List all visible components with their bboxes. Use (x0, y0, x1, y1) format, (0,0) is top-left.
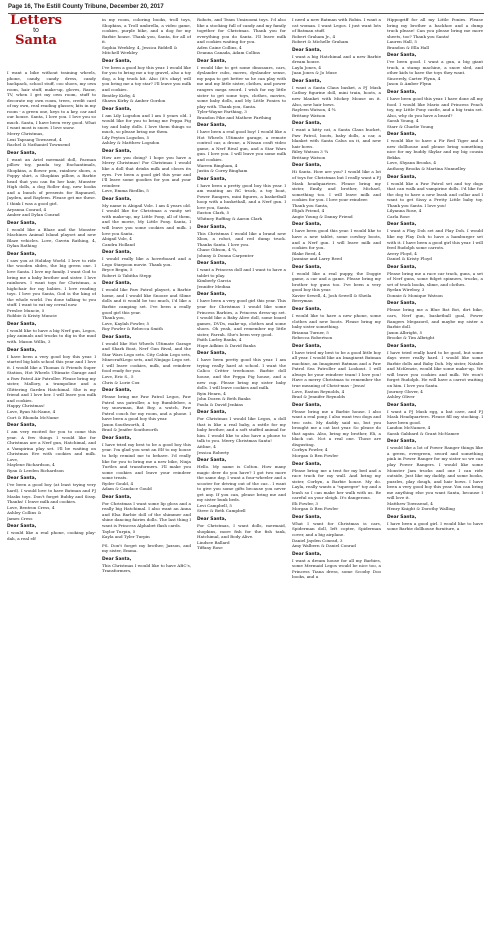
letter-signature: Thank you Santa, Elijah Friend, 4 Angie Young & Danny Friend (292, 202, 353, 219)
letter (387, 175, 483, 220)
letter (387, 222, 483, 261)
letter (7, 151, 96, 218)
letter-greeting: Dear Santa, (197, 224, 227, 230)
letter (102, 107, 191, 146)
letter-greeting: Dear Santa, (292, 264, 322, 270)
letter (102, 250, 191, 278)
letter-signature: Merry Christmas, Lexi Tapsang Townsend, 4 Rachel & Nathaniel Townsend (7, 131, 71, 148)
letter (7, 252, 96, 319)
letter-body: I would like a lot of Power Ranger things like a green, evergreen, sword and something pink in Power Ranger for my sister so we can play Power Rangers. I would like some Monster Jam trucks and one I can ride outside, Just like my daddy, and some books, puzzles, play dough, and hair bows. I have been a very good boy this year. You can bring me anything else you want Santa, because I will love it. (387, 445, 483, 501)
letter-body: I want a kitty cat, a Santa Claus bucket, Paw Patrol, boots, baby dolls, a car, a blanket with Santa Calus on it, and new hair bows. (292, 127, 381, 149)
letter-body: I have tried my best to be a good little boy all year. I would like an Imaginext Batman machine, an Imaginext Batman and a Paw Patrol Sea Patroller and Lookout. I will always be your reindeer team! I love you! Have a merry Christmas to remember the true meaning of Christ-mas - Jesus! (292, 349, 381, 388)
letter-signature: Happy Christmas! Love, Ryan McName, 4 Curt & Rhonda McName (7, 403, 59, 420)
letter-body: I would like a real puppy, the Doggie game, a car and a game. Please bring my brother toy guns too. I've been a very good boy this year. (292, 270, 381, 293)
letter-body: I want a PJ Mask egg, a bat cave, and PJ Mask Headquarters. Please fill my stocking. I have been good. (387, 408, 483, 425)
letter-greeting: Dear Santa, (7, 476, 37, 482)
letter-body: How are you doing? I hope you have a Merry Christmas! For Christmas I would like a doll that drinks milk and closes its eyes. I've been a good girl this year and I'll leave some goodies for you and your reindeer. (102, 154, 191, 188)
letter-signature: Brianna Turner, 5 Rebecca Robertson (292, 329, 333, 341)
letter (197, 458, 286, 514)
letter-signature: Ryin Hearn, 4 John Dozen & Beth Banks Paula & David Jenkins (197, 390, 251, 407)
letter-greeting: Dear Santa, (292, 47, 322, 53)
letter-body: I have tried my best to be a good boy this year. I'm glad you sent an Elf to my house to help remind me to behave. I'd really like for you to bring me a new bike, Ninja Turtles and transformers. I'll make you some cookies and leave your reindeer some treats. (102, 441, 191, 481)
letter-greeting: Dear Santa, (102, 388, 132, 394)
letter (387, 403, 483, 437)
letter-signature: Aitline, 4 Jessica Roberty (197, 444, 230, 455)
banner-word-to: to (33, 27, 39, 34)
header-rule (8, 13, 484, 14)
letter-greeting: Dear Santa, (292, 163, 322, 169)
letter-signature: Corbyn Fowler, 4 Morgan & Ben Fowler (292, 447, 339, 458)
letter-greeting: Dear Santa, (387, 174, 417, 180)
letter-signature: Ryder Gould, 4 Adam & Candace Gould (102, 480, 152, 492)
letter-greeting: Dear Santa, (197, 517, 227, 523)
banner-word-letters: Letters (10, 13, 62, 28)
letter (197, 410, 286, 455)
letter-greeting: Dear Santa, (102, 58, 132, 64)
letter-greeting: Dear Santa, (7, 524, 37, 530)
letter (387, 515, 483, 532)
letter-body: I have been a pretty good boy this year. I am wanting an RC truck, a toy boat, Power Rangers, mini figures, a basketball hoop with a basketball, and a Nerf gun. I love you, Santa. (197, 182, 286, 210)
letter (7, 476, 96, 521)
letter (387, 17, 483, 50)
letter-greeting: Dear Santa, (102, 250, 132, 256)
letter (292, 462, 381, 512)
letter-greeting: Dear Santa, (7, 150, 37, 156)
letter-signature: Xavier Sewell, 4, Josh Sewell & Sheila Berryman (292, 292, 372, 304)
letter (387, 439, 483, 512)
letter-signature: Blake Reed, 4 Jasmine and Larry Reed (292, 250, 342, 262)
letter-signature: Sincerely, Carter Flynn, 4 Jason & Amber Flynn (387, 75, 441, 87)
letter-greeting: Dear Santa, (387, 439, 417, 445)
letter-body: I would like Hot Wheels Ultimate Garage and Shark Boat, Nerf Gun Rival, and the Star Wars Lego sets. City Cabin Lego sets, MinecraftLego sets, and Ninjago Lego set. I will leave cookies, milk, and reindeer food ready for you. (102, 340, 191, 374)
letter-signature: Layla Jones, 4 Juan Jones & Jo Muse (292, 64, 337, 76)
letter-body: Hello. My name is Colton. How many magic deer do you have? I got two more the same day, I want a four-wheeler and a scooter for driving out of the car... I want to give you some gifts because you never get any. If you can, please bring me and my sister bunk beds. (197, 464, 286, 503)
letter (7, 524, 96, 541)
letter-greeting: Dear Santa, (102, 106, 132, 112)
letter-body: For Christmas I would like Legos, a doll that is like a real baby, a rattle for my baby brother, and a soft stuffed animal for him. I would like to also have a phone to talk to you. Merry Christmas Santa! (197, 416, 286, 444)
letter-body: My name is Abigail Vole. I am 4 years old. I would like for Christmas a vanity set with make-up, my Little Pony, all of them, and the movie, My Little Pony. Santa, I will leave you some cookies and milk. I love you Santa. (102, 202, 191, 236)
letter-greeting: Dear Santa, (387, 222, 417, 228)
letter-signature: Jaxon Southworth, 4 Brad & Jenifer Southworth (102, 421, 158, 433)
letter-signature: Maylene Richardson, 4 Ryan & Leeden Richardson (7, 462, 64, 473)
letter (292, 48, 381, 76)
letter-greeting: Dear Santa, (102, 196, 132, 202)
letter (292, 79, 381, 118)
letter (387, 53, 483, 87)
letter-body: Please bring me a Barbie house. I also want a real pony, I also want two dogs and two cats. My daddy said no, but you brought me a cat last year. So please do that again. Also, bring my brother, Eli, a black cat. Not a real one. Those are disgusting. (292, 408, 381, 447)
letter-body: This Christmas I would like to have ABC's, Transformers, (102, 562, 191, 574)
letter-greeting: Dear Santa, (197, 58, 227, 64)
letter-greeting: Dear Santa, (7, 321, 37, 327)
letter-signature: Abigail Vole, 4 Candra Holland (102, 236, 135, 247)
letter-body: in my room, coloring books, troll toys, Shopkins, a Troll umbrella, a video game, cookies, purple bike, and a dog for my Barbie house. Thank you, Santa, for all of it. (102, 17, 191, 45)
letter-body: For Christmas, I want dolls, mermaid, shopkins, more fish for the fish tank, Hatchimal, and Body Alive. (197, 523, 286, 540)
letter-signature: Chase Gibson, 4 ¾, Johnny & Donna Carpenter (197, 247, 254, 258)
letter-body: I want a Princess doll and I want to have a tablet to play. (197, 267, 286, 278)
letter-signature: Avery Floyd, 4 Daniel & Kristy Floyd (387, 250, 432, 262)
letter-signature: Love, Shyann Brooks, 4 Anthony Brooks & Martina Nunnelley (387, 160, 466, 172)
letter-body: Hi Santa. How are you? I would like a lot of toys for Christmas but I really want a PJ Mask headquarters. Please bring my sister, Emily, and brother, Michael, something too. I will leave milk and cookies for you. I love your reindeer. (292, 169, 381, 203)
letter-signature: Sarah Young, 4 Starr & Charlie Young (387, 118, 434, 129)
letter (387, 132, 483, 171)
letter (7, 322, 96, 345)
letter-signature: Eli Fowler, 3 Morgan & Ben Fowler (292, 500, 339, 512)
letter-signature: Daniel Jayden Conrad, 3 Amy Walbern & Daniel Conrad (292, 537, 356, 549)
column-1 (7, 70, 96, 930)
letter-greeting: Dear Santa, (387, 343, 417, 349)
letter-body: For Christmas I want some lip gloss and a really big Hatchimal. I also want an Anna and Elsa Barbie doll of the shimmer and shine dancing fairies dolls. The last thing I want is Princess Alphabet flash cards. (102, 500, 191, 529)
letter-greeting: Dear Santa, (102, 494, 132, 500)
letter-greeting: Dear Santa, (387, 264, 417, 270)
letter (292, 121, 381, 160)
letter (102, 557, 191, 574)
letter (197, 59, 286, 120)
letter-greeting: Dear Santa, (292, 402, 322, 408)
letter-signature: Landon McNamee, 4 Sarah Gabbard & Grant McNamee (387, 425, 460, 436)
column-4 (292, 17, 381, 930)
letter (387, 301, 483, 340)
letter-body: I would like Paw Patrol playset, a Barbie home, and I would like Snooze and Slime dolls and it would be too much, I'd like a Barbie camping set. I've been a really good girl this year. (102, 287, 191, 315)
letter-body: I have been a very good boy this year. I started big kids school this year and I love it. I would like a Thomas & Friends Super Station, Hot Wheels Ultimate Garage and a Paw Patrol Air Patroller. Please bring my sister, Mallory, a trampoline and a Glittering Garden Hatchimal. She is my friend and I love her. I will leave you milk and cookies. (7, 353, 96, 403)
letter (387, 265, 483, 299)
letter (292, 344, 381, 400)
letter (387, 90, 483, 129)
letter (292, 222, 381, 261)
letter-body: Hippogriff for all my Little Ponies. Please bring my brother a backhoe and a dump truck please! Can you please bring me more sheets, too? Thank you Santa! (387, 17, 483, 39)
letter-greeting: Dear Santa, (197, 410, 227, 416)
letter-body: I would like to have a Fir Red Tiger and a new dollhouse and please bring something nice for my buddy Skylar and my big cousin Bekka. (387, 138, 483, 160)
letter (102, 436, 191, 492)
letter-signature: Warren Bingham, 4 Justin & Corey Bingham (197, 162, 248, 174)
letter-greeting: Dear Santa, (102, 435, 132, 441)
letter-body: I saw you at Holiday World. I love to ride the wooden slides, the big green one. I love Santa. I love my family. I want God to bring me a baby brother and sister. I love rainbows. I want toys for Christmas, a highchair for my babies. I love reading toys. I love you Santa, God is the king of the whole world. I'm done talking to you stuff. I want to eat my cereal now. (7, 257, 96, 308)
letter (292, 17, 381, 45)
letter (7, 70, 96, 148)
letter (387, 344, 483, 400)
column-3 (197, 17, 286, 930)
letter (197, 225, 286, 259)
letter-body: I would like to get some dinosaurs, cars, dyslander cubs, moves, dyslander sense, my papa to get better so he can play with me and my little sister, clothes, and power rangers mega sword. I wish for my little sister to get some toys, clothes, movies, some baby dolls, and My Little Ponies to play with. Thank you, Santa. (197, 64, 286, 109)
letter-greeting: Dear Santa, (197, 458, 227, 464)
letter-body: This Christmas I would like a brand new Xbox, a robot, and red dump truck. Thanks Santa. I love you. (197, 230, 286, 247)
letter-signature: Preslee Muncie, 5 Robbie & Kristy Muncie (7, 307, 57, 319)
letter-body: I have tried really hard to be good, but some days were really hard. I would like some Barbie dolls and Baby Doh. My sister, Natalie and McKenzie, would like some make-up. We will leave you cookies and milk. We won't forget Rudolph. He will have a carrot waiting on him. I love you Santa. (387, 349, 483, 388)
letter-body: I am Lily Logsdon and I am 5 years old. I would like for you to bring me Peppa Pig toy and baby dolls. I love them things so much, so please bring me them. (102, 112, 191, 135)
letter-body: What I want for Christmas is cars, Spiderman doll, left copter, Spiderman cover, and a big airplane. (292, 520, 381, 538)
letter-signature: Aryanna Conrad, 4 Amber and Dylan Conrad (7, 206, 60, 218)
letter-body: I would really like a hoverboard and a Lego Starpoon movie. Thank you. (102, 256, 191, 267)
letter-signature: Journey Glover, 4 Ashley Oliver (387, 388, 423, 400)
letter-greeting: Dear Santa, (387, 514, 417, 520)
letter-signature: Tyler-Wayne Farthing, 3 Brandon Pike and Mathew Farthing (197, 109, 272, 120)
letter-greeting: Dear Santa, (7, 423, 37, 429)
letter-signature: Lily Peyton Logsdon, 5 Ashley & Matthew Logsdon (102, 134, 160, 146)
column-5 (387, 17, 483, 930)
letter-greeting: Dear Santa, (292, 343, 322, 349)
letter (102, 495, 191, 540)
letter-signature: Faith Lurley Banks, 4 Hope Adkins & David Banks (197, 337, 256, 348)
letter-signature: Aden Caine Collins, 4 Deanna Canada, Adam Collins (197, 44, 260, 56)
letter (197, 177, 286, 222)
letter-greeting: Dear Santa, (197, 176, 227, 182)
letter-body: I have been a good girl. I would like to have some Barbie dollhouse furniture, a (387, 520, 483, 532)
letter-greeting: Dear Santa, (292, 461, 322, 467)
letter-body: I have been good this year. I have done all my food. I would like Mario and Princess Peach toy, my Little Pony castle, and a big train set. Also, why do you have a beard? (387, 96, 483, 118)
letter-signature: Kimberly Garcia Jennifer Medina (197, 278, 231, 289)
letter-greeting: Dear Santa, (387, 53, 417, 59)
banner-word-santa: Santa (15, 33, 57, 48)
letter-body: Please bring me Paw Patrol Legos, Paw Patrol sea patroller, a toy Bumblebee, a toy snowman, Bat Boy, a watch, Paw Patrol couch for my room, and a phone. I have been a good boy this year. (102, 394, 191, 422)
letter-body: I've been good. I want a gun, a big giant truck, a stamp machine, a snow sled, and other kids to have the toys they want. (387, 59, 483, 76)
letter-greeting: Dear Santa, (102, 148, 132, 154)
letter-greeting: Dear Santa, (102, 556, 132, 562)
letter-body: I want an Ariel mermaid doll, Pacman pillow toy, panda toy, Enchantimals, Shopkins, a flower pen, rainbow shoes, a Poppy shirt, a Shopkins pillow, a Barbie head that you can fix her hair, Munster High dolls, a dog Roller dog, new books and a bunch of presents for Rapunzel, Jayden, and Rayleen. Please get me these. I think I was a good girl. (7, 156, 96, 207)
letter-signature: Rayleen Watson, 4 ¾ Brittany Watson (292, 107, 336, 118)
letter-body: Robots, and Team Umizoomi toys. I'd also like a stocking full of candy and my family together for Christmas. Thank you for everything you do Santa. I'll leave milk and cookies waiting for you. (197, 17, 286, 45)
letter (102, 335, 191, 385)
letter-signature: Love, Emma Riedlin, 5 (102, 188, 149, 194)
letter-signature: Bryce Begin, 5 Robert & Tabitha Stepp (102, 267, 152, 278)
letter-body: I want a Santa Claus basket, a PJ Mask Catboy figurine doll, mini train, boots, a new blanket with Mickey Mouse on it. Also, new hair bows. (292, 84, 381, 107)
letter-greeting: Dear Santa, (197, 123, 227, 129)
letters-to-santa-banner (8, 15, 64, 67)
letter-body: I've been a good boy this year. I would like for you to bring me a toy gravel, also a toy dog, a big truck kit. Also (it's okay) will you bring me a toy star? I'll leave you milk and cookies. (102, 64, 191, 93)
letter-greeting: Dear Santa, (102, 281, 132, 287)
column-2 (102, 17, 191, 930)
letter-body: I want a Play Doh set and Play Doh. I would like my Play Doh to have a hamburger set with it. I have been a good girl this year. I will feed Rudolph some carrots. (387, 228, 483, 251)
letter (7, 423, 96, 473)
letter-body: PS. Don't forget my brother, Jaxson, and my sister, Emma. (102, 542, 191, 554)
letter-body: I have been good this year. I would like to have a new tablet, some cowboy boots, and a Nerf gun. I will leave milk and cookies for you. (292, 228, 381, 251)
letter (292, 265, 381, 304)
letter-body: I would like to have a new phone, some clothes and new boots. Please bring my baby sister something. (292, 312, 381, 330)
letter-body: I would like a Blaze and the Monster Machines Animal Island playset and new Blaze vehicles. Love, Gavrin Rathing, 4, Dylan Rathing (7, 226, 96, 249)
letter-body: I have been a real good boy! I would like a Hot Wheels Ultimate garage, a remote control car, a drone, a Nissan craft video game, a Nerf Rival gun, and a Star Wars gun. I love you. I will leave you some milk and cookies. (197, 129, 286, 163)
letter-signature: Bentley Kirby, 4 Shawn Kirby & Amber Gordon (102, 92, 166, 104)
letter (197, 351, 286, 407)
letter (197, 123, 286, 173)
letter-signature: Jaxon Albright, 5 Brooke & Tim Albright (387, 329, 435, 341)
letter-body: I have been a very good girl this year. This year for Christmas I would like some Princess Barbies, a Princess dress-up set. I would like a Baby Alive doll, some board games, DVDs, make-up, clothes and some shoes. Oh yeah, and remember my little sister, Farrah. She's been very good. (197, 298, 286, 337)
letter-greeting: Dear Santa, (387, 402, 417, 408)
letter-greeting: Dear Santa, (387, 132, 417, 138)
letter-greeting: Dear Santa, (7, 251, 37, 257)
letter-greeting: Dear Santa, (197, 261, 227, 267)
letter (7, 221, 96, 249)
letter-body: Please bring me a Blue Bat Bot, dirt bike, cars, Nerf gun, basketball goal, Power Rangers Megazord, and maybe my sister a Barbie doll. (387, 307, 483, 330)
letter-signature: Thank you, Love, Kaylah Fowler, 5 Roy Fowler & Rebecca Smith (102, 315, 163, 332)
page-header: Page 16, The Estill County Tribune, December 20, 2017 (8, 4, 164, 10)
letter (7, 348, 96, 421)
letter (102, 59, 191, 104)
letter (102, 149, 191, 194)
letter-body: I want a bike without training wheels, phone, candy, candy dress, candy backpack, school stuff, coo shoes, my own room, hair stuff, make-up, gloves, Razor, TV, when I get my own room, stuff to decorate my own room, trees, credit card of my own, real reading glasses; kits in my room - a green one, keys to a key, car and our house. Santa, I love you. I love you so much. Santa, I have been very good. What I want most is snow. I love snow. (7, 70, 96, 131)
letter-signature: Taylor Turpin, 5 Kayla and Tyler Turpin (102, 528, 150, 540)
letter-greeting: Dear Santa, (292, 306, 322, 312)
letter (292, 403, 381, 459)
letter (197, 292, 286, 348)
letter-body: I want a dream house for all my Barbies, some Mermaid Legos would be nice too, a Princess Tiana dress, some Scooby Doo books, and a (292, 557, 381, 580)
letter-greeting: Dear Santa, (292, 514, 322, 520)
letter-signature: Matthew Townsend, 4 Henry Knight & Dorothy Walling (387, 500, 455, 512)
letter-signature: Robert Graham Jr., 4 Robert & Michelle Graham (292, 33, 349, 45)
letter (197, 17, 286, 56)
letter-greeting: Dear Santa, (387, 301, 417, 307)
letter-greeting: Dear Santa, (7, 220, 37, 226)
letter-signature: Love, Eric S., 5 Chris & Lorie Cox (102, 373, 140, 385)
letter-body: I would like to have a big Nerf gun, Legos, play animals and trucks to dig in the mud with. Mason Willis, 3 (7, 327, 96, 344)
letter-body: I have been pretty good this year. I am trying really hard at school. I want the Calico Critter treehouse. Barbie doll house, and the Peppa Pig house, and a new cup. Please bring my sister baby dolls. I will leave cookies and milk. (197, 357, 286, 391)
letter (292, 307, 381, 341)
letter-greeting: Dear Santa, (7, 347, 37, 353)
letter-greeting: Dear Santa, (102, 334, 132, 340)
letter-greeting: Dear Santa, (292, 121, 322, 127)
letter-body: I want a big Hatchimal and a new Barbie dream house. (292, 53, 381, 65)
letter-greeting: Dear Santa, (292, 222, 322, 228)
letter-signature: Sophia Weekley, 4, Jessica Riddell & Mitchell Weekley (102, 44, 178, 56)
letter-signature: Ryelan Wireboy, 3 Donnie & Monique Watson (387, 287, 443, 298)
letter-signature: Easton Clark, 5 Whitney Ruffing & Aaron Clark (197, 210, 262, 221)
letter-greeting: Dear Santa, (292, 78, 322, 84)
letter-greeting: Dear Santa, (197, 292, 227, 298)
letter-greeting: Dear Santa, (292, 551, 322, 557)
letter (197, 261, 286, 289)
letter-signature: Levi Campbell, 5 Steve & Beth Campbell (197, 502, 246, 514)
letter-signature: Riley Watson 3 ¾ Brittany Watson (292, 149, 329, 160)
letter (292, 163, 381, 219)
letter (292, 552, 381, 580)
letter-body: I need a new Batman with Robin. I want a cat woman. I want Legos. I just want lots of Batman stuff. (292, 17, 381, 34)
letter-body: I've been a good boy (at least trying very hard). I would love to have Batman and PJ Masks toys. Don't forget Bubby and Sissy. Thanks! I leave milk and cookies. (7, 482, 96, 505)
letter-body: I am very excited for you to come this year. A few things I would like for Christmas are a Nerf gun, Hatchimal, and a Vampirina play set. I'll be waiting on Christmas Eve with cookies and milk. Love, (7, 429, 96, 462)
letter-signature: Love, Bentron Cress, 4 Ashley Collins & James Cress (7, 504, 55, 521)
letter-signature: Lauren Hall, 5 Brandon & Ella Hall (387, 39, 429, 50)
letter (197, 517, 286, 551)
letter (292, 515, 381, 549)
letter-greeting: Dear Santa, (197, 351, 227, 357)
letter-body: Please bring me a tent for my bed and a race track for my wall. And bring my sister, Corbyn, a Barbie house. My do. Layla, really wants a "squeegee" toy and a leash so I can make her walk with us. Be careful on your sleigh. It's dangerous. (292, 467, 381, 501)
letter (102, 17, 191, 56)
letter (102, 388, 191, 433)
letter-signature: Lindsee Ballard Tiffany Rose (197, 539, 230, 551)
letter-body: I would like a Paw Patrol set and toy dogs that can walk and vampirine dolls. I'd like for the dog to have a new leash and collar and I want to get Sissy a Pretty Little baby toy. Thank you Santa. I love you! (387, 180, 483, 208)
letter-greeting: Dear Santa, (387, 90, 417, 96)
letter (102, 543, 191, 554)
letter (102, 197, 191, 247)
letter-body: Please bring me a race car track, guns, a set of Nerf guns, some fidget spinners, trucks, a set of truck books, slime, and clothes. (387, 270, 483, 287)
letter-body: I would like a real phone, cooking play-dah, a real elf (7, 530, 96, 541)
letter-signature: Lilyanna Rose, 4 Carla Rose (387, 208, 422, 219)
letter-signature: Love, Easton Reynolds, 4 Brad & Jennifer Reynolds (292, 388, 346, 400)
letter (102, 281, 191, 331)
